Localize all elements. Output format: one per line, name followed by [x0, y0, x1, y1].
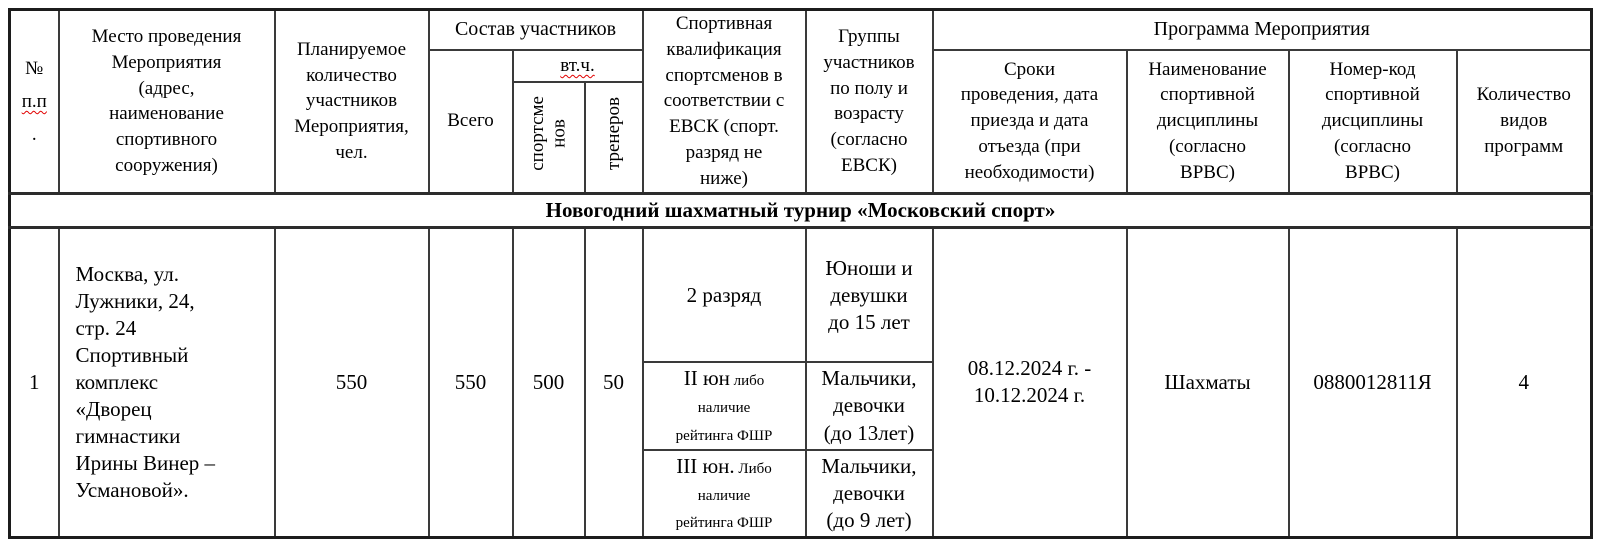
header-number-sign: №: [25, 57, 44, 79]
cell-age-group-2: Мальчики, девочки (до 13лет): [806, 362, 933, 449]
misspelled-word: п.п: [21, 90, 47, 112]
cell-qualification-1: [643, 227, 806, 362]
event-title: Новогодний шахматный турнир «Московский спорт»: [10, 193, 1592, 227]
header-including: [513, 50, 643, 83]
header-trainers: [585, 82, 643, 193]
header-planned-count: Планируемое количество участников Мероприятия, чел.: [275, 10, 429, 194]
cell-total: 550: [429, 227, 513, 537]
header-sportsmen: [513, 82, 585, 193]
cell-age-group-1: Юноши и девушки до 15 лет: [806, 227, 933, 362]
cell-qualification-3: [643, 450, 806, 538]
cell-age-group-3: Мальчики, девочки (до 9 лет): [806, 450, 933, 538]
cell-dates: 08.12.2024 г. - 10.12.2024 г.: [933, 227, 1127, 537]
qualification-main: III юн.: [676, 453, 735, 478]
qualification-main: 2 разряд: [686, 282, 762, 307]
header-programs-count: Количество видов программ: [1457, 50, 1592, 194]
header-discipline-name: Наименование спортивной дисциплины (согласно ВРВС): [1127, 50, 1289, 194]
header-program-group: Программа Мероприятия: [933, 10, 1592, 50]
header-qualification: Спортивная квалификация спортсменов в соответствии с ЕВСК (спорт. разряд не ниже): [643, 10, 806, 194]
rotated-label-sportsmen: спортсме нов: [527, 96, 570, 172]
cell-number: 1: [10, 227, 59, 537]
cell-programs-count: 4: [1457, 227, 1592, 537]
rotated-label-trainers: тренеров: [602, 97, 624, 171]
header-number-pp: [19, 85, 50, 118]
header-total: Всего: [429, 50, 513, 194]
header-discipline-code: Номер-код спортивной дисциплины (согласно ВРВС): [1289, 50, 1457, 194]
header-number-dot: .: [31, 124, 37, 146]
events-schedule-table: [8, 8, 1593, 539]
cell-discipline-code: 0880012811Я: [1289, 227, 1457, 537]
cell-discipline: Шахматы: [1127, 227, 1289, 537]
cell-trainers-count: 50: [585, 227, 643, 537]
header-participants-group: Состав участников: [429, 10, 643, 50]
cell-qualification-2: [643, 362, 806, 449]
cell-planned-count: 550: [275, 227, 429, 537]
header-dates: Сроки проведения, дата приезда и дата отъезда (при необходимости): [933, 50, 1127, 194]
header-number: [10, 10, 59, 194]
misspelled-word: вт.ч.: [560, 54, 595, 76]
qualification-note: Либо наличие рейтинга ФШР: [675, 460, 773, 531]
event-title-row: [10, 193, 1592, 227]
header-age-groups: Группы участников по полу и возрасту (согласно ЕВСК): [806, 10, 933, 194]
cell-sportsmen-count: 500: [513, 227, 585, 537]
cell-venue: Москва, ул. Лужники, 24, стр. 24 Спортивный комплекс «Дворец гимнастики Ирины Винер – Усмановой».: [59, 227, 275, 537]
qualification-main: II юн: [683, 366, 730, 391]
header-row-1: [10, 10, 1592, 50]
qualification-note: либо наличие рейтинга ФШР: [675, 373, 773, 444]
header-place: Место проведения Мероприятия (адрес, наименование спортивного сооружения): [59, 10, 275, 194]
event-data-row: [10, 227, 1592, 362]
